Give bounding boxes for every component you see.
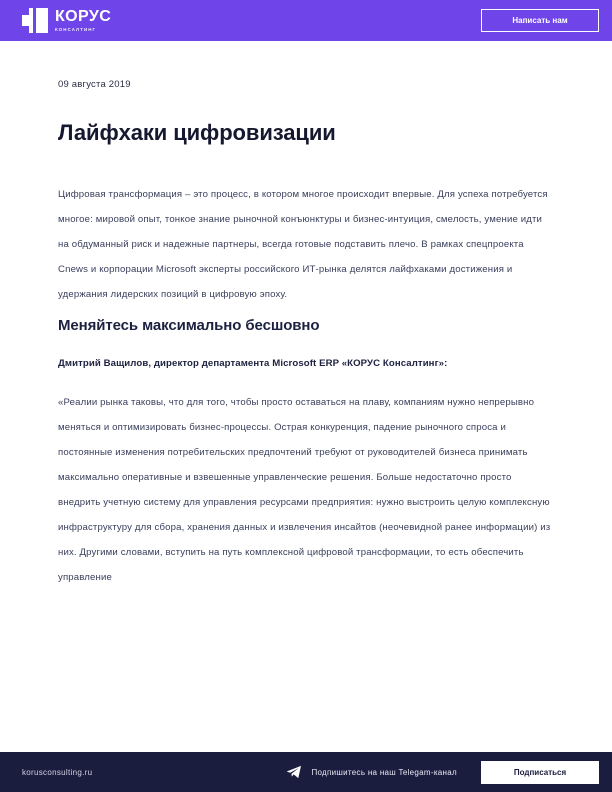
logo-text [55,9,111,32]
site-header [0,0,612,41]
article-subheading: Меняйтесь максимально бесшовно [58,316,320,334]
article-date: 09 августа 2019 [58,79,131,90]
article-quote-paragraph: «Реалии рынка таковы, что для того, чтобы просто оставаться на плаву, компаниям нужно непрерывно меняться и оптимизировать бизнес-процессы. Острая конкуренция, падение рыночного спроса и постоянные изменения потребительских предпочтений требуют от руководителей бизнеса принимать максимально оперативные и взвешенные управленческие решения. Больше недостаточно просто внедрить учетную систему для управления ресурсами предприятия: нужно выстроить целую комплексную инфраструктуру для сбора, хранения данных и извлечения инсайтов (неочевидной ранее информации) из них. Другими словами, вступить на путь комплексной цифровой трансформации, то есть обеспечить управление [58,396,551,583]
logo-title: КОРУС [55,7,112,25]
article-content [0,41,612,599]
site-footer [0,752,612,792]
page-title: Лайфхаки цифровизации [58,120,336,145]
telegram-promo[interactable] [286,765,457,779]
telegram-icon [286,765,302,779]
contact-us-button[interactable]: Написать нам [481,9,599,32]
article-intro-paragraph: Цифровая трансформация – это процесс, в котором многое происходит впервые. Для успеха потребуется многое: мировой опыт, тонкое знание рыночной конъюнктуры и бизнес-интуиция, смелость, умение идти на обдуманный риск и надежные партнеры, всегда готовые подставить плечо. В рамках спецпроекта Cnews и корпорации Microsoft эксперты российского ИТ-рынка делятся лайфхаками достижения и удержания лидерских позиций в цифровую эпоху. [58,189,548,300]
logo[interactable] [22,8,111,33]
speaker-attribution: Дмитрий Ващилов, директор департамента Microsoft ERP «КОРУС Консалтинг»: [58,357,448,369]
logo-subtitle: КОНСАЛТИНГ [55,26,97,32]
subscribe-button[interactable]: Подписаться [481,761,599,784]
telegram-promo-text: Подпишитесь на наш Telegam-канал [311,767,457,777]
footer-website-link[interactable]: korusconsulting.ru [22,767,93,777]
korus-logo-mark-icon [22,8,48,33]
